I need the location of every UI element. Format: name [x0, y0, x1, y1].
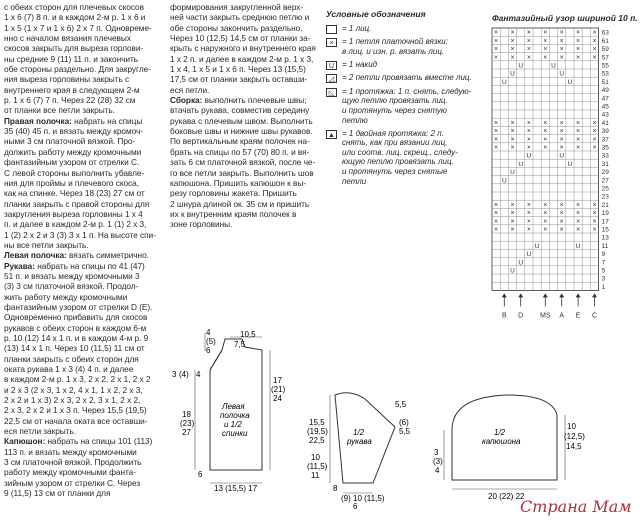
fb-shoulder: 7,5 [234, 340, 246, 349]
yarn-over-mark: U [510, 169, 515, 177]
fb-top2: (5) [206, 337, 216, 346]
cross-mark: × [526, 128, 531, 136]
row-number: 15 [601, 226, 609, 234]
text-line: брать на спицы по 57 (70) 80 п. и вя- [170, 146, 310, 157]
text-line: ны средние 9 (11) 11 п. и закончить [4, 53, 139, 64]
yarn-over-mark: U [518, 160, 524, 168]
text-line: 1 х 6 (7) 8 п. и в каждом 2-м р. 1 х 6 и [4, 12, 146, 23]
row-number: 25 [601, 185, 609, 193]
row-number: 59 [601, 46, 609, 54]
text-line: р. 1 х 6 (7) 7 п. Через 22 (28) 32 см [4, 95, 136, 106]
text-line: нно с началом вязания плечевых [4, 33, 131, 44]
cross-mark: × [494, 144, 499, 152]
sl-right1: (6) [399, 418, 409, 427]
cross-mark: × [494, 119, 499, 127]
fb-height2: (23) [180, 419, 195, 428]
fb-height3: 27 [182, 428, 191, 437]
cross-mark: × [526, 46, 531, 54]
yarn-over-mark: U [559, 70, 565, 78]
arrow-label: B [501, 312, 507, 320]
arrow-head [576, 293, 581, 297]
cross-mark: × [510, 201, 515, 209]
cross-mark: × [576, 218, 581, 226]
arrow-label: D [518, 312, 524, 320]
sl-cap2: (19,5) [307, 427, 328, 436]
cross-mark: × [526, 226, 531, 234]
row-number: 7 [601, 259, 606, 267]
diagram-sleeve [305, 385, 420, 510]
fb-bottom-width: 13 (15,5) 17 [214, 484, 258, 493]
cross-mark: × [494, 29, 499, 37]
text-line: как на спинке. Через 18 (23) 27 см от [4, 188, 145, 199]
sl-label2: рукава [347, 437, 372, 446]
cross-mark: × [559, 201, 564, 209]
row-number: 61 [601, 37, 609, 45]
text-line: 2 х 2 и 1 х 3) 2 х 3, 2 х 2, 3 х 1, 2 х 2, [4, 395, 141, 406]
text-line: 22,5 см от начала оката все оставши- [4, 415, 148, 426]
hd-bottom-width: 20 (22) 22 [488, 492, 525, 501]
text-line: фантазийным узором от стрелки С. [4, 157, 140, 168]
text-line: закругления выреза горловины 1 х 4 [4, 208, 143, 219]
row-number: 51 [601, 78, 609, 86]
text-line: Капюшон: набрать на спицы 101 (113) [4, 436, 153, 447]
text-line: Левая полочка: вязать симметрично. [4, 250, 149, 261]
cross-mark: × [559, 54, 564, 62]
text-line: ния для проймы и плечевого скоса, [4, 177, 139, 188]
text-line: зоне горловины. [170, 219, 233, 230]
text-line: жить работу между кромочными [4, 291, 128, 302]
cross-mark: × [559, 119, 564, 127]
row-number: 9 [601, 251, 606, 259]
fb-shoulder2: 10,5 [240, 330, 256, 339]
cross-mark: × [510, 226, 515, 234]
slip-knit-over-cell-icon: ◺ [326, 88, 337, 97]
cross-mark: × [576, 226, 581, 234]
legend-title: Условные обозначения [326, 9, 426, 19]
cross-mark: × [559, 226, 564, 234]
cross-mark: × [543, 46, 548, 54]
hd-right2: (12,5) [564, 432, 585, 441]
hd-label2: капюшона [482, 437, 521, 446]
sl-top: 5,5 [395, 400, 407, 409]
cross-mark: × [592, 144, 597, 152]
cross-mark: × [510, 136, 515, 144]
row-number: 37 [601, 136, 609, 144]
sl-label: 1/2 [353, 428, 365, 437]
legend-text: петли [342, 176, 367, 186]
fb-armhole: 17 [273, 376, 282, 385]
text-line: Одновременно прибавить для скосов [4, 312, 148, 323]
yarn-over-mark: U [575, 242, 581, 250]
double-decrease-cell-icon: ▲ [326, 130, 337, 139]
arrow-label: MS [540, 312, 551, 320]
cross-mark: × [559, 144, 564, 152]
cross-mark: × [559, 136, 564, 144]
yarn-over-mark: U [534, 242, 540, 250]
yarn-over-mark: U [526, 251, 532, 259]
row-number: 43 [601, 111, 609, 119]
text-line: еся петли закрыть. [4, 426, 76, 437]
sl-bottom2: 6 [353, 502, 358, 510]
hd-right3: 14,5 [566, 442, 582, 451]
row-number: 27 [601, 177, 609, 185]
cross-mark: × [494, 218, 499, 226]
sl-bottom-width: (9) 10 (11,5) [341, 494, 385, 503]
legend-item [326, 24, 481, 34]
yarn-over-mark: U [526, 152, 532, 160]
cross-mark: × [559, 128, 564, 136]
cross-mark: × [526, 218, 531, 226]
text-line: зать 6 см платочной вязкой, после че- [170, 157, 316, 168]
text-line: го все петли закрыть. Выполнить шов [170, 167, 314, 178]
cross-mark: × [559, 218, 564, 226]
hd-right: 10 [567, 422, 576, 431]
legend-text: снять, как при вязании лиц. [342, 138, 448, 148]
watermark: Страна Мам [520, 497, 632, 516]
diagram-hood [432, 385, 592, 505]
cross-mark: × [494, 37, 499, 45]
text-line: зийным узором от стрелки С. Через [4, 477, 141, 488]
sl-height: 10 [311, 453, 320, 462]
legend-text: = 1 протяжка: 1 п. снять, следую- [342, 86, 472, 96]
text-line: Рукава: набрать на спицы по 41 (47) [4, 260, 145, 271]
cross-mark: × [559, 210, 564, 218]
cross-mark: × [510, 46, 515, 54]
text-line: скосов закрыть для выреза горлови- [4, 43, 144, 54]
instructions-column-2 [170, 2, 320, 230]
text-line: 1 (2) 2 х 2 и 3 (3) 3 х 1 п. На высоте спи- [4, 229, 156, 240]
text-line: крыть с наружного и внутреннего края [170, 43, 316, 54]
cross-mark: × [559, 46, 564, 54]
cross-mark: × [559, 29, 564, 37]
arrow-label: A [559, 312, 565, 320]
legend [326, 10, 481, 190]
sl-cap3: 22,5 [309, 436, 325, 445]
cross-mark: × [543, 29, 548, 37]
legend-text: = 1 накид [342, 59, 378, 69]
text-line: ны все петли закрыть. [4, 239, 89, 250]
yarn-over-mark: U [518, 62, 524, 70]
cross-mark: × [494, 201, 499, 209]
cross-mark: × [592, 201, 597, 209]
text-line: п. и далее в каждом 2-м р. 1 (1) 2 х 3, [4, 219, 147, 230]
row-number: 3 [601, 275, 606, 283]
empty-cell-icon [326, 25, 337, 34]
cross-mark: × [494, 128, 499, 136]
legend-text: = 1 двойная протяжка: 2 п. [342, 128, 444, 138]
text-line: 1 х 4, 1 х 5 и 1 х 6 п. Через 13 (15,5) [170, 64, 306, 75]
legend-text: = 1 петля платочной вязки: [342, 37, 448, 47]
text-line: Правая полочка: набрать на спицы [4, 115, 143, 126]
text-line: 35 (40) 45 п. и вязать между кромоч- [4, 126, 143, 137]
text-line: капюшона. Пришить капюшон к вы- [170, 177, 306, 188]
cross-mark: × [543, 218, 548, 226]
row-number: 35 [601, 144, 609, 152]
cross-mark: × [526, 144, 531, 152]
arrow-head [518, 293, 523, 297]
yarn-over-mark: U [510, 267, 515, 275]
yarn-over-mark: U [567, 78, 573, 86]
legend-text: в лиц. и изн. р. вязать лиц. [342, 46, 445, 56]
cross-mark: × [592, 119, 597, 127]
cross-mark: × [576, 136, 581, 144]
cross-mark: × [510, 37, 515, 45]
fb-bottom-left: 6 [198, 470, 203, 479]
instructions-column-1 [4, 2, 156, 499]
text-line: их к внутренним краям полочек в [170, 208, 297, 219]
text-line: внутреннего края в следующем 2-м [4, 84, 140, 95]
cross-mark: × [494, 54, 499, 62]
chart-title: Фантазийный узор шириной 10 п. [492, 13, 638, 23]
cross-mark: × [592, 210, 597, 218]
fb-neck2: (4) [179, 370, 189, 379]
cross-mark: × [526, 29, 531, 37]
cross-mark: × [494, 46, 499, 54]
cross-mark: × [576, 46, 581, 54]
row-number: 47 [601, 95, 609, 103]
row-number: 1 [601, 283, 606, 291]
row-number: 33 [601, 152, 609, 160]
diagram-front-back [170, 325, 300, 510]
legend-text: петлю [342, 115, 368, 125]
yarn-over-mark: U [551, 62, 556, 70]
fb-label4: спинки [222, 429, 248, 438]
fb-top3: 6 [206, 346, 211, 355]
row-number: 19 [601, 210, 609, 218]
cross-mark: × [576, 201, 581, 209]
arrow-head [502, 293, 507, 297]
sl-height3: 11 [311, 471, 320, 480]
cross-mark: × [576, 128, 581, 136]
fb-top: 4 [206, 328, 211, 337]
row-number: 55 [601, 62, 609, 70]
hd-left3: 4 [435, 466, 440, 475]
legend-text: = 2 петли провязать вместе лиц. [342, 73, 472, 83]
text-line: Через 10 (12,5) 14,5 см от планки за- [170, 33, 311, 44]
legend-item [326, 73, 481, 83]
row-number: 13 [601, 234, 609, 242]
text-line: (3) 3 см платочной вязкой. Продол- [4, 281, 139, 292]
row-number: 53 [601, 70, 609, 78]
cross-mark: × [543, 37, 548, 45]
stitch-chart [488, 26, 613, 356]
text-line: втачать рукава, совместив середину [170, 105, 310, 116]
cross-mark: × [576, 210, 581, 218]
text-line: с обеих сторон для плечевых скосов [4, 2, 144, 12]
cross-mark: × [576, 29, 581, 37]
arrow-head [592, 293, 597, 297]
text-line: 2 х 3, 2 х 2 и 1 х 3 п. Через 15,5 (19,5) [4, 405, 147, 416]
cross-mark: × [543, 144, 548, 152]
cross-mark: × [526, 136, 531, 144]
text-line: Сборка: выполнить плечевые швы; [170, 95, 307, 106]
row-number: 5 [601, 267, 606, 275]
yarn-over-mark: U [501, 78, 507, 86]
text-line: р. 10 (12) 14 х 1 п. и в каждом 4-м р. 9 [4, 333, 149, 343]
row-number: 63 [601, 29, 609, 37]
text-line: ния выреза горловины закрыть с [4, 74, 130, 85]
text-line: рукава с плечевым швом. Выполнить [170, 115, 313, 126]
cross-mark: × [543, 54, 548, 62]
cross-mark: × [592, 37, 597, 45]
yarn-over-mark: U [567, 160, 573, 168]
cross-mark: × [543, 201, 548, 209]
fb-height: 18 [182, 410, 191, 419]
row-number: 31 [601, 160, 609, 168]
text-line: и 2 х 3 (2 х 3, 1 х 2, 4 х 1, 1 х 2, 2 х 3, [4, 384, 143, 395]
text-line: 1 х 5 (1 х 7 и 1 х 6) 2 х 7 п. Одновреме- [4, 22, 152, 33]
cross-mark: × [543, 119, 548, 127]
yarn-over-mark: U [510, 70, 515, 78]
cross-mark: × [592, 218, 597, 226]
cross-mark: × [592, 29, 597, 37]
text-line: резу горловины жакета. Пришить [170, 188, 297, 199]
cross-mark: × [494, 210, 499, 218]
arrow-label: E [575, 312, 581, 320]
text-line: 3 см платочной вязкой. Продолжить [4, 457, 142, 468]
fb-neck3: 4 [196, 370, 201, 379]
arrow-head [543, 293, 548, 297]
text-line: 51 п. и вязать между кромочными 3 [4, 270, 140, 281]
legend-text: ющую петлю провязать лиц. [342, 157, 454, 167]
sl-bottom: 8 [333, 484, 338, 493]
text-line: С левой стороны выполнить убавле- [4, 167, 145, 178]
cross-cell-icon: × [326, 38, 337, 47]
row-number: 39 [601, 128, 609, 136]
cross-mark: × [526, 37, 531, 45]
text-line: фантазийным узором от стрелки D (Е). [4, 301, 153, 312]
cross-mark: × [543, 136, 548, 144]
sl-right2: 5,5 [399, 427, 411, 436]
cross-mark: × [576, 54, 581, 62]
cross-mark: × [510, 54, 515, 62]
text-line: в каждом 2-м р. 1 х 3, 2 х 2, 2 х 1, 2 х 2 [4, 374, 151, 385]
text-line: работу между кромочными фанта- [4, 467, 136, 478]
cross-mark: × [510, 128, 515, 136]
cross-mark: × [576, 37, 581, 45]
cross-mark: × [510, 144, 515, 152]
text-line: от планки все петли закрыть. [4, 105, 115, 116]
hd-left2: (3) [433, 457, 443, 466]
fb-label2: полочка [220, 411, 250, 420]
text-line: 1 х 2 п. и далее в каждом 2-м р. 1 х 3, [170, 53, 314, 64]
arrow-head [559, 293, 564, 297]
row-number: 29 [601, 169, 609, 177]
hd-left: 3 [434, 448, 439, 457]
legend-item [326, 87, 481, 125]
cross-mark: × [576, 144, 581, 152]
row-number: 23 [601, 193, 609, 201]
text-line: ными 3 см платочной вязкой. Про- [4, 136, 136, 147]
text-line: рукавов с обеих сторон в каждом 6-м [4, 322, 147, 333]
cross-mark: × [592, 128, 597, 136]
cross-mark: × [494, 136, 499, 144]
cross-mark: × [510, 29, 515, 37]
cross-mark: × [592, 54, 597, 62]
fb-label3: и 1/2 [224, 420, 242, 429]
legend-item [326, 37, 481, 56]
text-line: 2 шнура длиной ок. 35 см и пришить [170, 198, 310, 209]
text-line: ней части закрыть среднюю петлю и [170, 12, 310, 23]
text-line: формирования закругленной верх- [170, 2, 304, 12]
yarn-over-mark: U [559, 152, 565, 160]
knit-two-together-cell-icon: ◿ [326, 74, 337, 83]
text-line: должить работу между кромочными [4, 146, 142, 157]
row-number: 49 [601, 87, 609, 95]
text-line: боковые швы и нижние швы рукавов. [170, 126, 313, 137]
fb-label1: Левая [222, 402, 245, 411]
row-number: 41 [601, 119, 609, 127]
cross-mark: × [576, 119, 581, 127]
cross-mark: × [543, 226, 548, 234]
legend-text: щую петлю провязать лиц. [342, 96, 448, 106]
fb-armhole2: (21) [271, 385, 286, 394]
yarn-over-mark: U [518, 259, 524, 267]
yarn-over-cell-icon: U [326, 61, 337, 70]
legend-text: или соотв. лиц. скрещ., следу- [342, 147, 458, 157]
legend-item [326, 129, 481, 187]
row-number: 11 [601, 242, 609, 250]
cross-mark: × [592, 136, 597, 144]
row-number: 21 [601, 201, 609, 209]
text-line: оката рукава 1 х 3 (4) 4 п. и далее [4, 364, 134, 375]
row-number: 57 [601, 54, 609, 62]
cross-mark: × [526, 119, 531, 127]
text-line: еся петли. [170, 84, 210, 95]
cross-mark: × [559, 37, 564, 45]
cross-mark: × [592, 226, 597, 234]
hd-label: 1/2 [494, 428, 506, 437]
text-line: обе стороны закончить раздельно. [170, 22, 303, 33]
text-line: планки закрыть с обеих сторон для [4, 353, 139, 364]
cross-mark: × [526, 201, 531, 209]
row-number: 17 [601, 218, 609, 226]
cross-mark: × [494, 226, 499, 234]
text-line: По вертикальным краям полочек на- [170, 136, 310, 147]
legend-item [326, 60, 481, 70]
cross-mark: × [510, 218, 515, 226]
legend-text: = 1 лиц. [342, 23, 372, 33]
legend-text: и протянуть через снятую [342, 105, 447, 115]
cross-mark: × [543, 210, 548, 218]
cross-mark: × [526, 54, 531, 62]
cross-mark: × [510, 210, 515, 218]
sl-cap: 15,5 [309, 418, 325, 427]
text-line: (13) 14 х 1 п. Через 10 (11,5) 11 см от [4, 343, 145, 354]
fb-armhole3: 24 [273, 394, 282, 403]
row-number: 45 [601, 103, 609, 111]
text-line: 17,5 см от планки закрыть оставши- [170, 74, 308, 85]
text-line: планки закрыть с правой стороны для [4, 198, 150, 209]
legend-text: и протянуть через снятые [342, 167, 448, 177]
cross-mark: × [592, 46, 597, 54]
text-line: 113 п. и вязать между кромочными [4, 446, 137, 457]
text-line: обе стороны раздельно. Для закругле- [4, 64, 151, 75]
fb-neck: 3 [172, 370, 177, 379]
cross-mark: × [526, 210, 531, 218]
cross-mark: × [510, 119, 515, 127]
sl-height2: (11,5) [307, 462, 328, 471]
text-line: 9 (11,5) 13 см от планки для [4, 488, 111, 499]
arrow-label: C [591, 312, 598, 320]
yarn-over-mark: U [501, 177, 507, 185]
cross-mark: × [543, 128, 548, 136]
